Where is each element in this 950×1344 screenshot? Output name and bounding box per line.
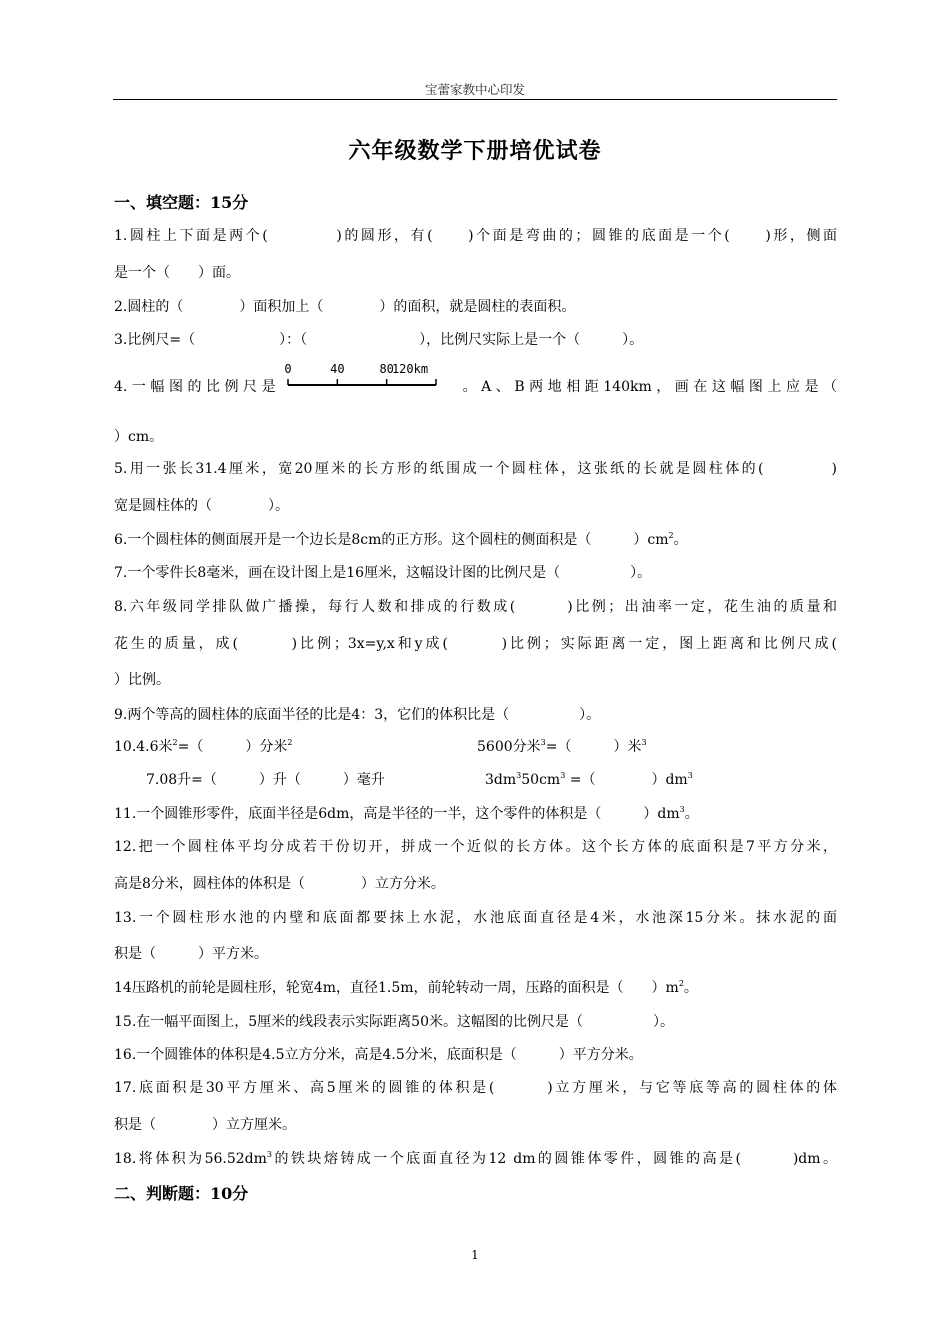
page-title: 六年级数学下册培优试卷 bbox=[348, 138, 602, 164]
question-10-line-2-right bbox=[485, 769, 693, 789]
question-11-text: 11.一个圆锥形零件，底面半径是6dm，高是半径的一半，这个零件的体积是（ ）dm bbox=[114, 806, 680, 822]
question-18 bbox=[114, 1148, 837, 1168]
question-10-line-1 bbox=[114, 736, 292, 756]
superscript: 2 bbox=[668, 531, 674, 540]
question-1-line-2: 是一个（ ）面。 bbox=[114, 265, 240, 281]
question-5-line-2: 宽是圆柱体的（ ）。 bbox=[114, 498, 289, 514]
question-17-line-2: 积是（ ）立方厘米。 bbox=[114, 1117, 296, 1133]
question-17-line-1: 17.底面积是30平方厘米、高5厘米的圆锥的体积是( )立方厘米，与它等底等高的圆柱体的体 bbox=[114, 1080, 837, 1096]
scale-bar-label: 120km bbox=[392, 363, 429, 376]
question-18-text-end: 的铁块熔铸成一个底面直径为12 dm的圆锥体零件，圆锥的高是( )dm。 bbox=[272, 1151, 837, 1167]
question-8-line-3: ）比例。 bbox=[114, 672, 170, 688]
scale-bar-label: 0 bbox=[284, 363, 292, 376]
question-4-line-2: ）cm。 bbox=[114, 429, 164, 445]
question-2: 2.圆柱的（ ）面积加上（ ）的面积，就是圆柱的表面积。 bbox=[114, 299, 576, 315]
header-divider bbox=[113, 99, 837, 100]
page-number: 1 bbox=[471, 1248, 479, 1262]
superscript: 3 bbox=[679, 805, 685, 814]
question-9: 9.两个等高的圆柱体的底面半径的比是4：3，它们的体积比是（ ）。 bbox=[114, 707, 601, 723]
question-14 bbox=[114, 977, 698, 997]
question-13-line-2: 积是（ ）平方米。 bbox=[114, 946, 268, 962]
question-3: 3.比例尺=（ ）：（ ），比例尺实际上是一个（ ）。 bbox=[114, 332, 644, 348]
question-4-text-before: 4.一幅图的比例尺是 bbox=[114, 379, 281, 395]
section-heading-fill-in: 一、填空题：15分 bbox=[114, 193, 249, 212]
question-6-end: 。 bbox=[673, 532, 688, 548]
scale-bar bbox=[284, 363, 454, 395]
question-6 bbox=[114, 529, 688, 549]
question-18-text: 18.将体积为56.52dm bbox=[114, 1151, 267, 1167]
superscript: 3 bbox=[560, 771, 566, 780]
page-header: 宝蕾家教中心印发 bbox=[424, 82, 525, 97]
question-12-line-1: 12.把一个圆柱体平均分成若干份切开，拼成一个近似的长方体。这个长方体的底面积是7平方分米， bbox=[114, 839, 837, 855]
question-16: 16.一个圆锥体的体积是4.5立方分米，高是4.5分米，底面积是（ ）平方分米。 bbox=[114, 1047, 643, 1063]
question-10-line-1-right bbox=[477, 736, 647, 756]
scale-bar-label: 40 bbox=[330, 363, 345, 376]
question-13-line-1: 13.一个圆柱形水池的内壁和底面都要抹上水泥，水池底面直径是4米，水池深15分米。抹水泥的面 bbox=[114, 910, 837, 926]
q10-part: =（ ）分米 bbox=[177, 739, 288, 755]
section-heading-true-false: 二、判断题：10分 bbox=[114, 1184, 249, 1203]
q10-part: 5600分米 bbox=[477, 739, 541, 755]
question-12-line-2: 高是8分米，圆柱体的体积是（ ）立方分米。 bbox=[114, 876, 445, 892]
superscript: 3 bbox=[687, 771, 693, 780]
question-4-text-after: 。A、B两地相距140km，画在这幅图上应是（ bbox=[458, 379, 837, 395]
question-14-end: 。 bbox=[683, 980, 698, 996]
superscript: 2 bbox=[287, 738, 293, 747]
superscript: 3 bbox=[540, 738, 546, 747]
question-8-line-2: 花生的质量，成( )比例；3x=y,x和y成( )比例；实际距离一定，图上距离和比例尺成( bbox=[114, 636, 837, 652]
question-11-end: 。 bbox=[684, 806, 699, 822]
question-10-line-2: 7.08升=（ ）升（ ）毫升 bbox=[146, 772, 385, 788]
question-1-line-1: 1.圆柱上下面是两个( )的圆形，有( )个面是弯曲的；圆锥的底面是一个( )形，侧面 bbox=[114, 228, 837, 244]
superscript: 3 bbox=[266, 1150, 272, 1159]
question-4-line-1 bbox=[114, 363, 837, 396]
question-7: 7.一个零件长8毫米，画在设计图上是16厘米，这幅设计图的比例尺是（ ）。 bbox=[114, 565, 652, 581]
q10-part: 3dm bbox=[485, 772, 517, 788]
scale-bar-label: 80 bbox=[379, 363, 395, 376]
q10-part: =（ ）米 bbox=[545, 739, 642, 755]
question-8-line-1: 8.六年级同学排队做广播操，每行人数和排成的行数成( )比例；出油率一定，花生油的质量和 bbox=[114, 599, 837, 615]
q10-part: =（ ）dm bbox=[565, 772, 688, 788]
superscript: 3 bbox=[516, 771, 522, 780]
question-11 bbox=[114, 803, 699, 823]
question-6-text: 6.一个圆柱体的侧面展开是一个边长是8cm的正方形。这个圆柱的侧面积是（ ）cm bbox=[114, 532, 669, 548]
question-14-text: 14压路机的前轮是圆柱形，轮宽4m，直径1.5m，前轮转动一周，压路的面积是（ ）m bbox=[114, 980, 679, 996]
q10-part: 50cm bbox=[521, 772, 561, 788]
superscript: 2 bbox=[172, 738, 178, 747]
question-5-line-1: 5.用一张长31.4厘米，宽20厘米的长方形的纸围成一个圆柱体，这张纸的长就是圆柱体的( ) bbox=[114, 461, 837, 477]
question-15: 15.在一幅平面图上，5厘米的线段表示实际距离50米。这幅图的比例尺是（ ）。 bbox=[114, 1014, 674, 1030]
q10-part: 10.4.6米 bbox=[114, 739, 173, 755]
superscript: 2 bbox=[678, 979, 684, 988]
superscript: 3 bbox=[641, 738, 647, 747]
